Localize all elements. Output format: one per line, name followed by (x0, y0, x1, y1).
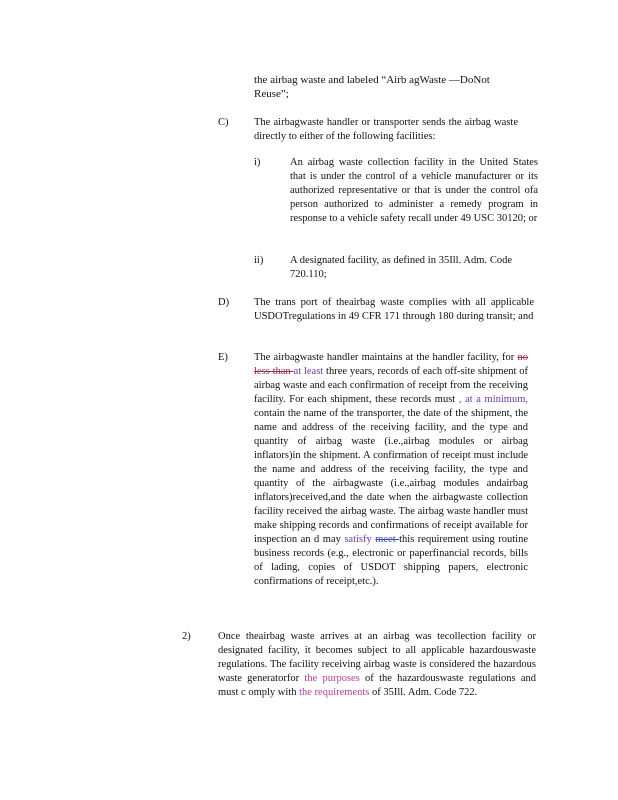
item-e-text (254, 351, 528, 589)
item-ii-text: A designated facility, as defined in 35Ill. Adm. Code 720.110; (290, 255, 512, 280)
item-c-text: The airbagwaste handler or transporter sends the airbag waste directly to either of the following facilities: (254, 117, 518, 142)
intro-line-1: the airbag waste and labeled “Airb agWaste —DoNot (254, 74, 490, 86)
item-e-seg-1: The airbagwaste handler maintains at the handler facility, for (254, 352, 518, 363)
item-2-inserted-2: the requirements (299, 687, 370, 698)
item-2-seg-3: of 35Ill. Adm. Code 722. (369, 687, 478, 698)
item-e-seg-3: contain the name of the transporter, the date of the shipment, the name and address of the receiving facility, and the type and quantity of airbag waste (i.e.,airbag modules or airbag inflators)in the shipment. A confirmation of receipt must include the name and address of the receiving facility, the type and quantity of the airbagwaste (i.e.,airbag modules andairbag inflators)received,and the date when the airbagwaste collection facility received the airbag waste. The airbag waste handler must make shipping records and confirmations of receipt available for inspection an d may (254, 408, 528, 545)
item-d-text: The trans port of theairbag waste complies with all applicable USDOTregulations in 49 CFR 171 through 180 during transit; and (254, 297, 534, 322)
item-2-seg-1: Once theairbag waste arrives at an airbag was tecollection facility or designated facility, it becomes subject to all applicable hazardouswaste regulations. The facility receiving airbag waste is considered the hazardous waste generatorfor (218, 631, 536, 684)
item-i-marker: i) (254, 157, 261, 168)
item-e-seg-4: this requirement using routine business records (e.g., electronic or paperfinancial records, bills of lading, copies of USDOT shipping papers, electronic confirmations of receipt,etc.). (254, 534, 528, 587)
item-e-seg-2: three years, records of each off-site shipment of airbag waste and each confirmation of receipt from the receiving facility. For each shipment, these records must (254, 366, 528, 405)
item-e-inserted-1: at least (293, 366, 324, 377)
intro-paragraph (254, 73, 554, 101)
item-ii-marker: ii) (254, 255, 264, 266)
item-e-deleted-3: meet (375, 534, 400, 545)
item-e-inserted-2: , at a minimum, (458, 394, 528, 405)
item-2-inserted-1: the purposes (304, 673, 360, 684)
item-e-inserted-3: satisfy (344, 534, 376, 545)
intro-line-2: Reuse”; (254, 88, 289, 100)
item-c-marker: C) (218, 117, 229, 128)
item-2-text (218, 630, 536, 700)
item-2-marker: 2) (182, 631, 191, 642)
item-d-marker: D) (218, 297, 230, 308)
item-2-seg-2: of the hazardouswaste regulations and must c omply with (218, 673, 536, 698)
item-i-text: An airbag waste collection facility in the United States that is under the control of a vehicle manufacturer or its authorized representative or that is under the control ofa person authorized to administer a remedy program in response to a vehicle safety recall under 49 USC 30120; or (290, 157, 538, 224)
item-e-marker: E) (218, 352, 228, 363)
item-e-deleted-1: no less than (254, 352, 528, 377)
